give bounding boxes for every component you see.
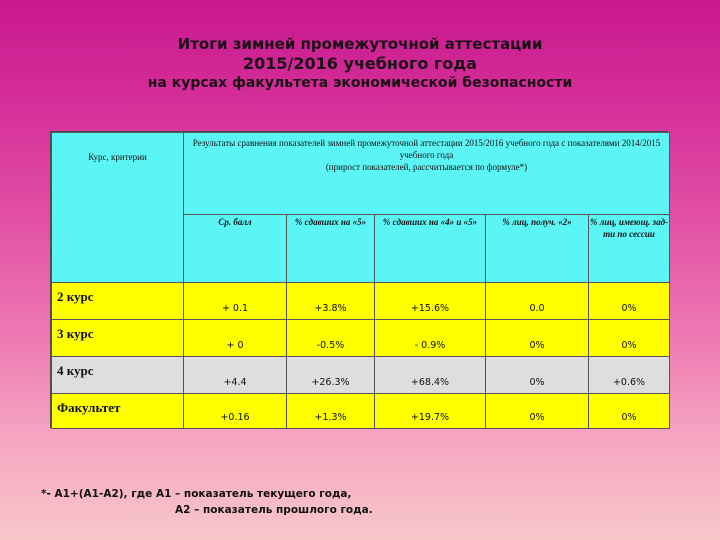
results-header-text: Результаты сравнения показателей зимней промежуточной аттестации 2015/2016 учебного года с показателями 2014/2015 учебного года (прирост показателей, рассчитывается по формуле*) xyxy=(192,138,661,172)
value-faculty-avg: +0.16 xyxy=(184,394,287,429)
value-2-course-four-five: +15.6% xyxy=(375,283,486,320)
value-4-course-four-five: +68.4% xyxy=(375,357,486,394)
row-label-faculty: Факультет xyxy=(52,394,184,429)
value-3-course-two: 0% xyxy=(486,320,589,357)
table-row xyxy=(52,394,670,429)
value-3-course-four-five: - 0.9% xyxy=(375,320,486,357)
value-faculty-debt: 0% xyxy=(589,394,670,429)
value-3-course-debt: 0% xyxy=(589,320,670,357)
criterion-percent-five: % сдавших на «5» xyxy=(287,215,375,283)
table-row xyxy=(52,283,670,320)
title-line-1: Итоги зимней промежуточной аттестации xyxy=(177,35,543,53)
value-3-course-avg: + 0 xyxy=(184,320,287,357)
value-faculty-two: 0% xyxy=(486,394,589,429)
table-row xyxy=(52,357,670,394)
criterion-percent-debt: % лиц, имеющ. зад-ти по сессии xyxy=(589,215,670,283)
results-table xyxy=(51,132,670,429)
results-header xyxy=(184,133,670,215)
value-faculty-five: +1.3% xyxy=(287,394,375,429)
formula-note xyxy=(41,486,641,518)
value-2-course-two: 0.0 xyxy=(486,283,589,320)
value-4-course-avg: +4.4 xyxy=(184,357,287,394)
value-faculty-four-five: +19.7% xyxy=(375,394,486,429)
criterion-average-score: Ср. балл xyxy=(184,215,287,283)
row-label-4-course: 4 курс xyxy=(52,357,184,394)
formula-note-line-1: *- А1+(А1-А2), где А1 – показатель текущего года, xyxy=(41,488,352,500)
value-4-course-two: 0% xyxy=(486,357,589,394)
value-3-course-five: -0.5% xyxy=(287,320,375,357)
value-2-course-avg: + 0.1 xyxy=(184,283,287,320)
table-row xyxy=(52,320,670,357)
title-line-3: на курсах факультета экономической безопасности xyxy=(147,75,573,91)
title-line-2: 2015/2016 учебного года xyxy=(243,54,477,73)
formula-note-line-2: А2 – показатель прошлого года. xyxy=(175,504,373,516)
course-criteria-header: Курс, критерии xyxy=(52,133,184,283)
attestation-table xyxy=(50,131,668,428)
page-title xyxy=(0,35,720,92)
value-4-course-debt: +0.6% xyxy=(589,357,670,394)
criterion-percent-four-five: % сдавших на «4» и «5» xyxy=(375,215,486,283)
criterion-percent-two: % лиц, получ. «2» xyxy=(486,215,589,283)
row-label-3-course: 3 курс xyxy=(52,320,184,357)
row-label-2-course: 2 курс xyxy=(52,283,184,320)
value-4-course-five: +26.3% xyxy=(287,357,375,394)
value-2-course-five: +3.8% xyxy=(287,283,375,320)
value-2-course-debt: 0% xyxy=(589,283,670,320)
